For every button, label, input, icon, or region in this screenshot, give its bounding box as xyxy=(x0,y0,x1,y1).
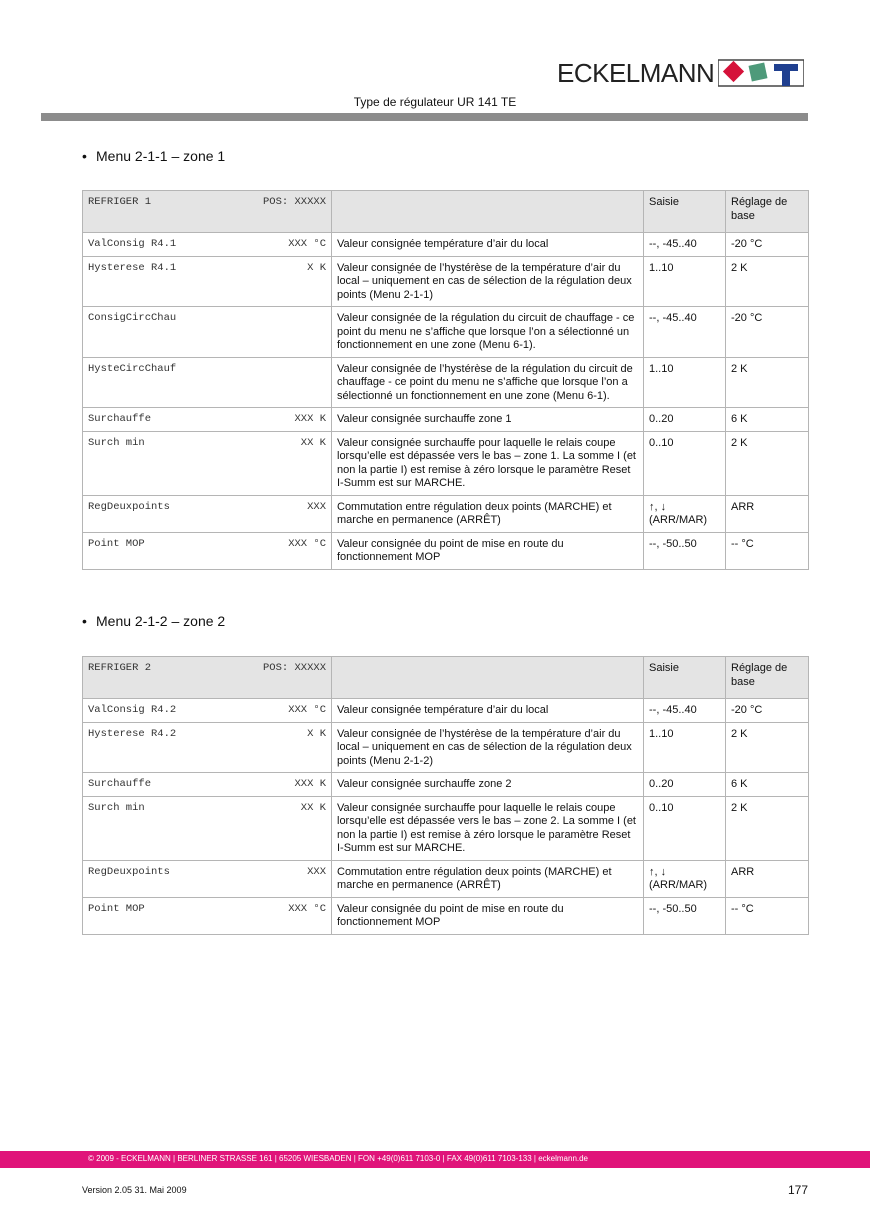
saisie-cell: ↑, ↓ (ARR/MAR) xyxy=(644,860,726,897)
saisie-cell: 1..10 xyxy=(644,722,726,773)
section-heading-zone-2: • Menu 2-1-2 – zone 2 xyxy=(82,613,226,629)
desc-cell: Valeur consignée surchauffe zone 1 xyxy=(332,408,644,432)
saisie-cell: 0..10 xyxy=(644,796,726,860)
base-cell: ARR xyxy=(726,860,809,897)
param-cell: ValConsig R4.1 XXX °C xyxy=(83,233,332,257)
menu-title-cell: REFRIGER 2 POS: XXXXX xyxy=(83,657,332,699)
saisie-cell: ↑, ↓ (ARR/MAR) xyxy=(644,495,726,532)
desc-cell: Valeur consignée de l’hystérèse de la température d’air du local – uniquement en cas de sélection de la régulation deux points (Menu 2-1-1) xyxy=(332,256,644,307)
saisie-cell: --, -45..40 xyxy=(644,699,726,723)
param-cell: Surch min XX K xyxy=(83,431,332,495)
saisie-header-cell: Saisie xyxy=(644,657,726,699)
menu-title-cell: REFRIGER 1 POS: XXXXX xyxy=(83,191,332,233)
table-row xyxy=(83,699,809,723)
base-cell: 2 K xyxy=(726,796,809,860)
base-cell: 2 K xyxy=(726,431,809,495)
table-row xyxy=(83,431,809,495)
param-cell: ConsigCircChau xyxy=(83,307,332,358)
desc-header-cell xyxy=(332,191,644,233)
desc-cell: Valeur consignée surchauffe pour laquelle le relais coupe lorsqu’elle est dépassée vers le bas – zone 1. La somme I (et non la partie I) est remise à zéro lorsque le paramètre Reset I-Summ est sur MARCHE. xyxy=(332,431,644,495)
table-row xyxy=(83,357,809,408)
param-cell: Surchauffe XXX K xyxy=(83,773,332,797)
saisie-cell: --, -45..40 xyxy=(644,307,726,358)
base-cell: -20 °C xyxy=(726,307,809,358)
base-cell: 6 K xyxy=(726,408,809,432)
table-row xyxy=(83,860,809,897)
base-header-cell: Réglage de base xyxy=(726,657,809,699)
desc-cell: Valeur consignée surchauffe zone 2 xyxy=(332,773,644,797)
menu-table-zone-1 xyxy=(82,190,809,570)
base-cell: 6 K xyxy=(726,773,809,797)
desc-cell: Valeur consignée de la régulation du circuit de chauffage - ce point du menu ne s’affiche que lorsque l’on a sélectionné un fonctionnement en une zone (Menu 6-1). xyxy=(332,307,644,358)
desc-header-cell xyxy=(332,657,644,699)
saisie-cell: --, -50..50 xyxy=(644,897,726,934)
document-subtitle: Type de régulateur UR 141 TE xyxy=(353,95,517,109)
table-row xyxy=(83,796,809,860)
saisie-cell: --, -50..50 xyxy=(644,532,726,569)
param-cell: Hysterese R4.2 X K xyxy=(83,722,332,773)
table-row xyxy=(83,256,809,307)
logo-marks-icon xyxy=(718,58,804,88)
saisie-cell: 1..10 xyxy=(644,256,726,307)
base-cell: 2 K xyxy=(726,722,809,773)
base-cell: -- °C xyxy=(726,532,809,569)
table-header-row xyxy=(83,657,809,699)
bullet-icon: • xyxy=(82,148,87,164)
page-number: 177 xyxy=(787,1183,808,1197)
param-cell: Hysterese R4.1 X K xyxy=(83,256,332,307)
param-cell: RegDeuxpoints XXX xyxy=(83,495,332,532)
bullet-icon: • xyxy=(82,613,87,629)
param-cell: Point MOP XXX °C xyxy=(83,897,332,934)
base-cell: -- °C xyxy=(726,897,809,934)
table-row xyxy=(83,233,809,257)
eckelmann-logo xyxy=(557,58,804,88)
menu-table-zone-2 xyxy=(82,656,809,935)
base-cell: ARR xyxy=(726,495,809,532)
desc-cell: Valeur consignée du point de mise en route du fonctionnement MOP xyxy=(332,897,644,934)
desc-cell: Valeur consignée du point de mise en route du fonctionnement MOP xyxy=(332,532,644,569)
section-heading-zone-1: • Menu 2-1-1 – zone 1 xyxy=(82,148,226,164)
saisie-cell: 0..20 xyxy=(644,408,726,432)
param-cell: HysteCircChauf xyxy=(83,357,332,408)
desc-cell: Valeur consignée de l’hystérèse de la régulation du circuit de chauffage - ce point du menu ne s’affiche que lorsque l’on a sélectionné un fonctionnement en une zone (Menu 6-1). xyxy=(332,357,644,408)
desc-cell: Commutation entre régulation deux points (MARCHE) et marche en permanence (ARRÊT) xyxy=(332,860,644,897)
base-header-cell: Réglage de base xyxy=(726,191,809,233)
footer-contact-bar xyxy=(0,1151,870,1168)
saisie-cell: 0..10 xyxy=(644,431,726,495)
table-row xyxy=(83,307,809,358)
table-row xyxy=(83,532,809,569)
logo-text: ECKELMANN xyxy=(557,58,715,88)
table-row xyxy=(83,408,809,432)
desc-cell: Valeur consignée de l’hystérèse de la température d’air du local – uniquement en cas de sélection de la régulation deux points (Menu 2-1-2) xyxy=(332,722,644,773)
base-cell: 2 K xyxy=(726,256,809,307)
footer-contact-text: © 2009 - ECKELMANN | BERLINER STRASSE 161 | 65205 WIESBADEN | FON +49(0)611 7103-0 | FAX 49(0)611 7103-133 | eckelmann.de xyxy=(88,1154,589,1163)
param-cell: Surch min XX K xyxy=(83,796,332,860)
table-row xyxy=(83,722,809,773)
base-cell: -20 °C xyxy=(726,699,809,723)
saisie-cell: 1..10 xyxy=(644,357,726,408)
param-cell: Point MOP XXX °C xyxy=(83,532,332,569)
base-cell: 2 K xyxy=(726,357,809,408)
saisie-cell: --, -45..40 xyxy=(644,233,726,257)
desc-cell: Valeur consignée surchauffe pour laquelle le relais coupe lorsqu’elle est dépassée vers le bas – zone 2. La somme I (et non la partie I) est remise à zéro lorsque le paramètre Reset I-Summ est sur MARCHE. xyxy=(332,796,644,860)
desc-cell: Commutation entre régulation deux points (MARCHE) et marche en permanence (ARRÊT) xyxy=(332,495,644,532)
table-row xyxy=(83,897,809,934)
saisie-cell: 0..20 xyxy=(644,773,726,797)
param-cell: RegDeuxpoints XXX xyxy=(83,860,332,897)
saisie-header-cell: Saisie xyxy=(644,191,726,233)
table-row xyxy=(83,495,809,532)
header-divider-bar xyxy=(41,113,808,121)
desc-cell: Valeur consignée température d’air du local xyxy=(332,699,644,723)
desc-cell: Valeur consignée température d’air du local xyxy=(332,233,644,257)
base-cell: -20 °C xyxy=(726,233,809,257)
param-cell: Surchauffe XXX K xyxy=(83,408,332,432)
table-row xyxy=(83,773,809,797)
table-header-row xyxy=(83,191,809,233)
param-cell: ValConsig R4.2 XXX °C xyxy=(83,699,332,723)
version-info: Version 2.05 31. Mai 2009 xyxy=(82,1185,187,1195)
